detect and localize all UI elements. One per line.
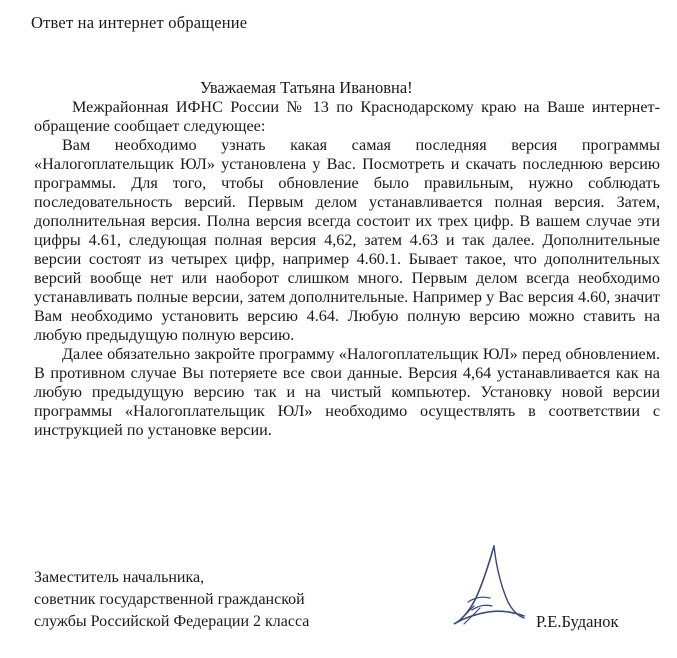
handwritten-signature-icon xyxy=(424,540,534,630)
salutation: Уважаемая Татьяна Ивановна! xyxy=(200,78,413,97)
signatory-position xyxy=(34,567,309,633)
position-line: Заместитель начальника, xyxy=(34,569,205,586)
letter-body xyxy=(34,98,660,440)
paragraph-versions: Вам необходимо узнать какая самая последняя версия программы «Налогоплательщик ЮЛ» установлена у Вас. Посмотреть и скачать последнюю версию программы. Для того, чтобы обновление было правильным, нужно соблюдать последовательность версий. Первым делом устанавливается полная версия. Затем, дополнительная версия. Полна версия всегда состоит их трех цифр. В вашем случае эти цифры 4.61, следующая полная версия 4,62, затем 4.63 и так далее. Дополнительные версии состоят из четырех цифр, например 4.60.1. Бывает такое, что дополнительных версий вообще нет или наоборот слишком много. Первым делом всегда необходимо устанавливать полные версии, затем дополнительные. Например у Вас версия 4.60, значит Вам необходимо установить версию 4.64. Любую полную версию можно ставить на любую предыдущую полную версию. xyxy=(34,136,660,344)
position-line: службы Российской Федерации 2 класса xyxy=(34,613,310,630)
signatory-name: Р.Е.Буданок xyxy=(536,612,619,631)
position-line: советник государственной гражданской xyxy=(34,591,305,608)
letter-heading: Ответ на интернет обращение xyxy=(31,13,248,32)
paragraph-intro: Межрайонная ИФНС России № 13 по Краснодарскому краю на Ваше интернет-обращение сообщает следующее: xyxy=(34,98,660,135)
paragraph-instructions: Далее обязательно закройте программу «Налогоплательщик ЮЛ» перед обновлением. В противном случае Вы потеряете все свои данные. Версия 4,64 устанавливается как на любую предыдущую версию так и на чистый компьютер. Установку новой версии программы «Налогоплательщик ЮЛ» необходимо осуществлять в соответствии с инструкцией по установке версии. xyxy=(34,345,660,439)
